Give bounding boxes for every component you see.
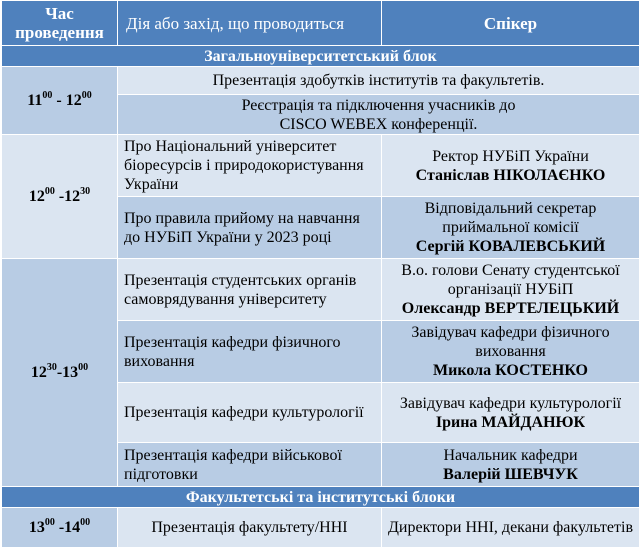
table-row xyxy=(2,67,640,95)
table-row xyxy=(2,508,640,548)
speaker-role: В.о. голови Сенату студентської організації НУБіП xyxy=(401,262,620,298)
section-row-general xyxy=(2,46,640,67)
table-row xyxy=(2,259,640,321)
speaker-pe-head xyxy=(382,321,640,383)
speaker-directors: Директори ННІ, декани факультетів xyxy=(382,508,640,548)
time-cell-4: $13^{00}$ $-14^{00}$ xyxy=(2,508,118,548)
speaker-culturology-head xyxy=(382,383,640,443)
speaker-name: Ірина МАЙДАНЮК xyxy=(435,413,586,431)
header-activity: Дія або захід, що проводиться xyxy=(118,1,382,46)
activity-admission-rules: Про правила прийому на навчання до НУБіП України у 2023 році xyxy=(118,197,382,259)
speaker-name: Валерій ШЕВЧУК xyxy=(443,465,578,483)
schedule-table xyxy=(1,0,640,548)
time-cell-2: $12^{00}$ $-12^{30}$ xyxy=(2,135,118,259)
section-row-faculty xyxy=(2,487,640,508)
activity-military: Презентація кафедри військової підготовки xyxy=(118,443,382,487)
activity-about-university: Про Національний університет біоресурсів і природокористування України xyxy=(118,135,382,197)
header-row xyxy=(2,1,640,46)
section-faculty-title: Факультетські та інститутські блоки xyxy=(2,487,640,508)
speaker-name: Станіслав НІКОЛАЄНКО xyxy=(415,166,606,184)
speaker-senate-head xyxy=(382,259,640,321)
speaker-secretary xyxy=(382,197,640,259)
speaker-rector xyxy=(382,135,640,197)
activity-physical-education: Презентація кафедри фізичного виховання xyxy=(118,321,382,383)
header-speaker: Спікер xyxy=(382,1,640,46)
speaker-role: Відповідальний секретар приймальної комісії xyxy=(424,200,597,236)
activity-culturology: Презентація кафедри культурології xyxy=(118,383,382,443)
speaker-role: Ректор НУБіП України xyxy=(432,147,589,165)
speaker-role: Завідувач кафедри фізичного виховання xyxy=(411,324,610,360)
speaker-name: Микола КОСТЕНКО xyxy=(433,362,588,379)
activity-student-government: Презентація студентських органів самоврядування університету xyxy=(118,259,382,321)
time-cell-1: $11^{00} - 12^{00}$ xyxy=(2,67,118,135)
activity-faculty-presentation: Презентація факультету/ННІ xyxy=(118,508,382,548)
section-general-title: Загальноуніверситетський блок xyxy=(2,46,640,67)
speaker-name: Олександр ВЕРТЕЛЕЦЬКИЙ xyxy=(401,300,620,317)
registration-cell: Реєстрація та підключення учасників до CISCO WEBEX конференції. xyxy=(118,95,640,135)
speaker-role: Завідувач кафедри культурології xyxy=(399,394,622,412)
table-row xyxy=(2,135,640,197)
presentation-achievements: Презентація здобутків інститутів та факультетів. xyxy=(118,67,640,95)
speaker-role: Начальник кафедри xyxy=(443,446,578,464)
time-cell-3: $12^{30}-13^{00}$ xyxy=(2,259,118,487)
speaker-name: Сергій КОВАЛЕВСЬКИЙ xyxy=(415,238,606,255)
header-time: Час проведення xyxy=(2,1,118,46)
speaker-military-head xyxy=(382,443,640,487)
